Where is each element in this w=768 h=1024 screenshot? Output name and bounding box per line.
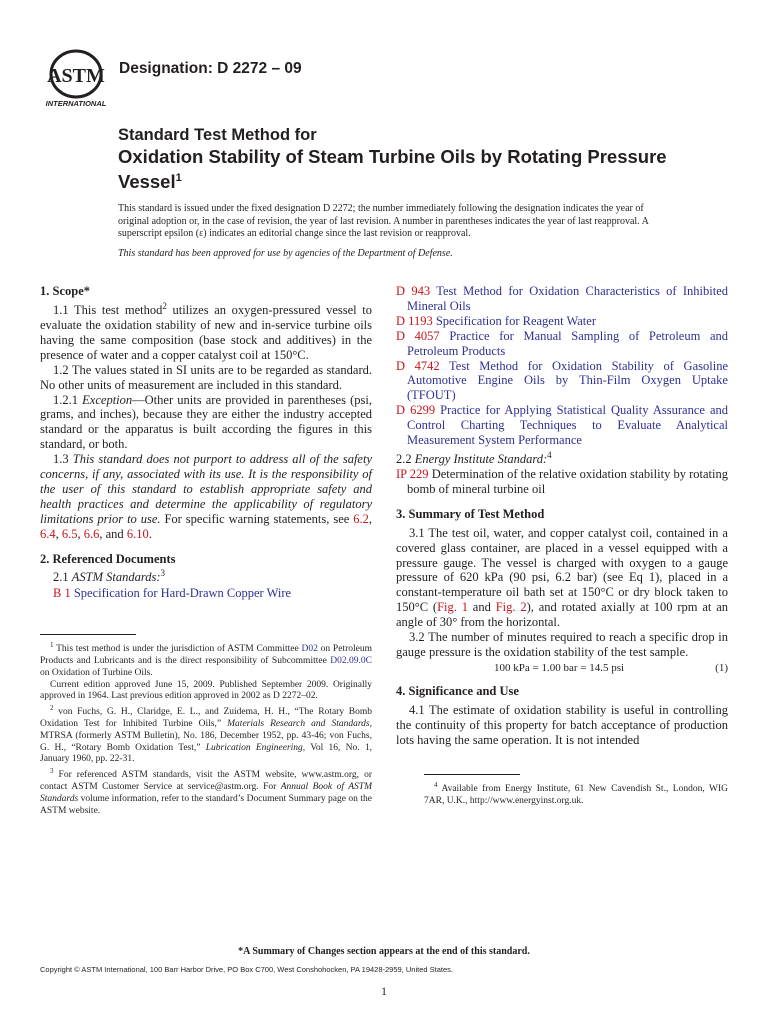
footnotes-right [424, 774, 728, 808]
energy-institute-label: 2.2 Energy Institute Standard:$^4$ [396, 449, 552, 467]
equation-text: 100 kPa = 1.00 bar = 14.5 psi [494, 661, 625, 674]
reference-item-ip229: IP 229 Determination of the relative oxidation stability by rotating bomb of mineral turbine oil [396, 467, 729, 496]
reference-title-link[interactable]: Test Method for Oxidation Stability of Gasoline Automotive Engine Oils by Thin-Film Oxygen Uptake (TFOUT) [407, 358, 728, 403]
section-link[interactable]: 6.6 [83, 526, 100, 541]
reference-item-b1 [40, 586, 372, 601]
footnote-divider [424, 774, 520, 775]
astm-logo [40, 48, 112, 110]
figure-link[interactable]: Fig. 1 [437, 600, 468, 615]
copyright: Copyright © ASTM International, 100 Barr Harbor Drive, PO Box C700, West Conshohocken, PA 19428-2959, United States. [40, 965, 453, 974]
summary-heading: 3. Summary of Test Method [396, 506, 545, 521]
committee-link[interactable]: D02 [301, 644, 318, 655]
standard-label: Standard Test Method for [118, 126, 317, 144]
reference-item-d1193 [396, 314, 728, 329]
referenced-docs-heading: 2. Referenced Documents [40, 551, 176, 566]
reference-code-link[interactable]: D 943 [396, 284, 431, 298]
scope-para-1-2: 1.2 The values stated in SI units are to be regarded as standard. No other units of measurement are included in this standard. [40, 362, 372, 392]
footnote-2: $^2$ von Fuchs, G. H., Claridge, E. L., and Zuidema, H. H., “The Rotary Bomb Oxidation Test for Inhibited Turbine Oils,” Materials Research and Standards, MTRSA (formerly ASTM Bulletin), No. 186, December 1952, pp. 43-46; von Fuchs, G. H., “Rotary Bomb Oxidation Test,” Lubrication Engineering, Vol 16, No. 1, January 1960, pp. 22-31. [40, 704, 373, 765]
section-link[interactable]: 6.2 [353, 511, 369, 526]
summary-of-changes-note: *A Summary of Changes section appears at the end of this standard. [238, 946, 530, 957]
significance-heading: 4. Significance and Use [396, 683, 519, 698]
right-column [396, 284, 729, 806]
title-text: Oxidation Stability of Steam Turbine Oils by Rotating Pressure Vessel [118, 146, 667, 192]
reference-title-link[interactable]: Specification for Hard-Drawn Copper Wire [73, 585, 292, 600]
reference-item-d6299 [396, 403, 728, 448]
reference-code-link[interactable]: D 1193 [396, 313, 433, 328]
reference-item-d943 [396, 284, 728, 314]
summary-para-3-2: 3.2 The number of minutes required to reach a specific drop in gauge pressure is the oxidation stability of the test sample. [396, 630, 728, 659]
document-title [118, 147, 678, 192]
reference-item-d4057 [396, 329, 728, 359]
summary-para-3-1: 3.1 The test oil, water, and copper catalyst coil, contained in a covered glass container, are placed in a vessel equipped with a pressure gauge. The vessel is charged with oxygen to a gauge pressure of 620 kPa (90 psi, 6.2 bar) (see Eq 1), placed in a constant-temperature oil bath set at 150°C or dry block taken to 150°C (Fig. 1 and Fig. 2), and rotated axially at 100 rpm at an angle of 30° from the horizontal. [396, 525, 728, 630]
reference-code-link[interactable]: IP 229 [396, 467, 429, 482]
title-footnote-mark: 1 [175, 171, 182, 184]
reference-item-d4742 [396, 359, 728, 404]
reference-code-link[interactable]: B 1 [53, 585, 71, 600]
astm-standards-label: 2.1 ASTM Standards:$^3$ [53, 568, 166, 585]
subcommittee-link[interactable]: D02.09.0C [330, 655, 372, 666]
footnote-4: $^4$ Available from Energy Institute, 61 New Cavendish St., London, WIG 7AR, U.K., http://www.energyinst.org.uk. [424, 781, 728, 806]
reference-code-link[interactable]: D 4057 [396, 328, 440, 343]
scope-heading: 1. Scope* [40, 284, 90, 298]
reference-code-link[interactable]: D 4742 [396, 358, 440, 373]
reference-title-link[interactable]: Practice for Applying Statistical Quality Assurance and Control Charting Techniques to Evaluate Analytical Measurement System Performance [407, 403, 729, 448]
footnote-1: $^1$ This test method is under the jurisdiction of ASTM Committee D02 on Petroleum Products and Lubricants and is the direct responsibility of Subcommittee D02.09.0C on Oxidation of Turbine Oils. [40, 641, 372, 678]
astm-seal-icon [40, 48, 112, 110]
reference-title-link[interactable]: Practice for Manual Sampling of Petroleum and Petroleum Products [407, 328, 729, 358]
reference-title-link[interactable]: Test Method for Oxidation Characteristics of Inhibited Mineral Oils [407, 284, 728, 313]
section-link[interactable]: 6.4 [40, 526, 56, 541]
designation: Designation: D 2272 – 09 [119, 60, 302, 77]
approval-notice: This standard has been approved for use by agencies of the Department of Defense. [118, 248, 453, 259]
issue-notice: This standard is issued under the fixed designation D 2272; the number immediately following the designation indicates the year of original adoption or, in the case of revision, the year of last revision. A number in parentheses indicates the year of last reapproval. A superscript epsilon (ε) indicates an editorial change since the last revision or reapproval. [118, 203, 649, 240]
page-number: 1 [381, 984, 387, 998]
section-link[interactable]: 6.10 [126, 526, 149, 541]
footnote-3: $^3$ For referenced ASTM standards, visit the ASTM website, www.astm.org, or contact ASTM Customer Service at service@astm.org. For Annual Book of ASTM Standards volume information, refer to the standard’s Document Summary page on the ASTM website. [40, 767, 372, 816]
section-link[interactable]: 6.5 [61, 526, 78, 541]
significance-para-4-1: 4.1 The estimate of oxidation stability is useful in controlling the continuity of this property for batch acceptance of production lots having the same operation. It is not intended [396, 702, 728, 747]
reference-title-link[interactable]: Specification for Reagent Water [435, 313, 596, 328]
equation-number: (1) [715, 661, 728, 674]
footnote-divider [40, 634, 136, 635]
left-column [40, 284, 373, 816]
logo-text: ASTM [47, 65, 105, 87]
logo-subtext: INTERNATIONAL [45, 99, 107, 108]
scope-para-1-3: 1.3 This standard does not purport to address all of the safety concerns, if any, associated with its use. It is the responsibility of the user of this standard to establish appropriate safety and health practices and determine the applicability of regulatory limitations prior to use. For specific warning statements, see 6.2, 6.4, 6.5, 6.6, and 6.10. [40, 452, 372, 541]
footnotes-left [40, 634, 372, 818]
equation-1 [396, 661, 728, 676]
footnote-1-edition: Current edition approved June 15, 2009. Published September 2009. Originally approved in 1964. Last previous edition approved in 2002 as D 2272–02. [40, 679, 372, 702]
figure-link[interactable]: Fig. 2 [495, 600, 527, 615]
scope-para-1-1: 1.1 This test method$^2$ utilizes an oxygen-pressured vessel to evaluate the oxidation stability of new and in-service turbine oils having the same composition (base stock and additives) in the presence of water and a copper catalyst coil at 150°C. [40, 300, 372, 362]
scope-para-1-2-1: 1.2.1 Exception—Other units are provided in parentheses (psi, grams, and inches), because they are either the industry accepted standard or the apparatus is built according the figures in this standard, or both. [40, 392, 373, 452]
reference-code-link[interactable]: D 6299 [396, 403, 436, 418]
